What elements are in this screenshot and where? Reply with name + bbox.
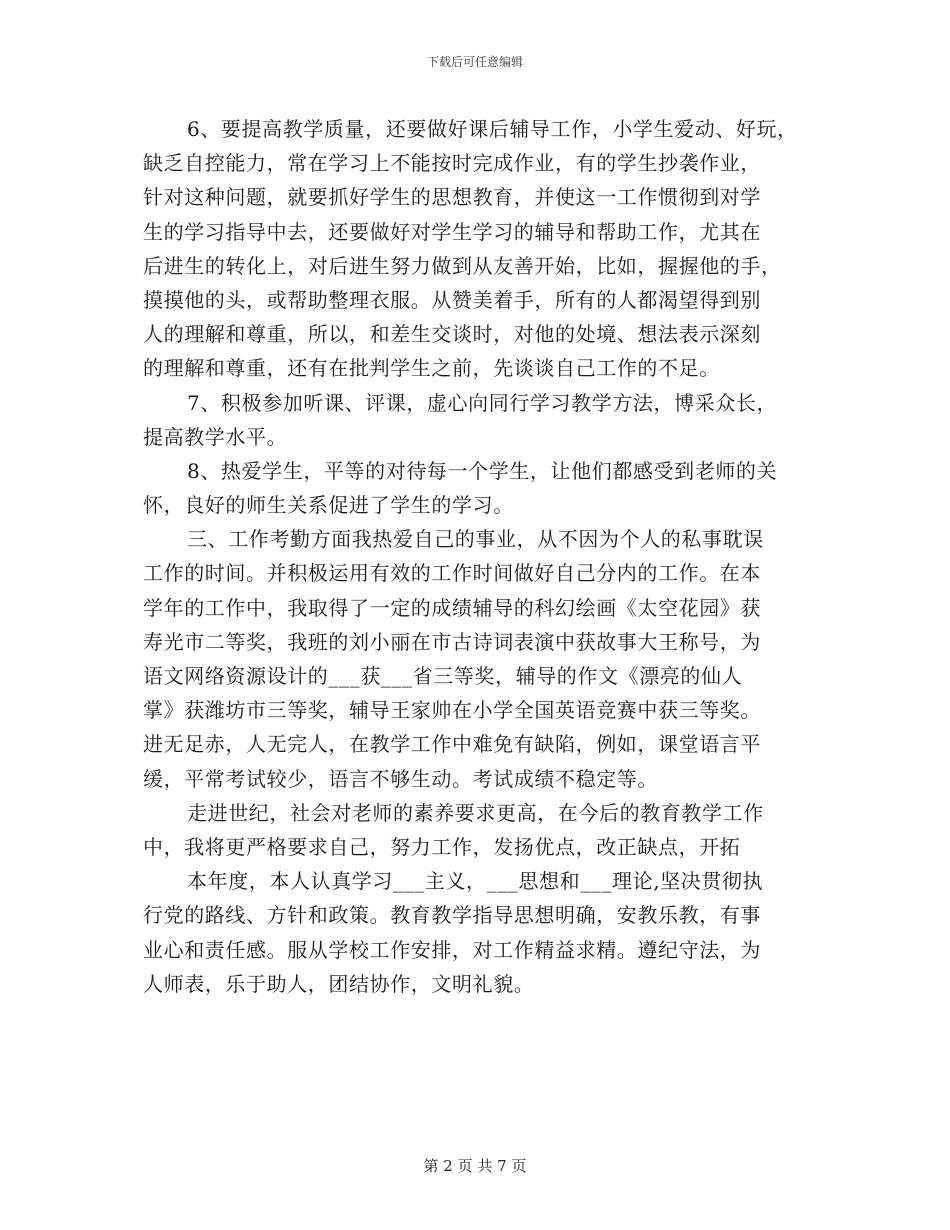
text-line: 行党的路线、方针和政策。教育教学指导思想明确，安教乐教，有事 (143, 903, 761, 928)
text-line: 针对这种问题，就要抓好学生的思想教育，并使这一工作惯彻到对学 (143, 185, 761, 210)
text-line: 工作的时间。并积极运用有效的工作时间做好自己分内的工作。在本 (143, 561, 761, 586)
text-line: 掌》获潍坊市三等奖，辅导王家帅在小学全国英语竞赛中获三等奖。 (143, 698, 761, 723)
text-line: 的理解和尊重，还有在批判学生之前，先谈谈自己工作的不足。 (143, 356, 720, 381)
text-line: 本年度，本人认真学习___主义，___思想和___理论,坚决贯彻执 (187, 869, 764, 894)
text-line: 学年的工作中，我取得了一定的成绩辅导的科幻绘画《太空花园》获 (143, 595, 761, 620)
text-line: 缺乏自控能力，常在学习上不能按时完成作业，有的学生抄袭作业， (143, 151, 761, 176)
text-line: 6、要提高教学质量，还要做好课后辅导工作，小学生爱动、好玩， (187, 117, 798, 141)
text-line: 生的学习指导中去，还要做好对学生学习的辅导和帮助工作，尤其在 (143, 219, 761, 244)
text-line: 业心和责任感。服从学校工作安排，对工作精益求精。遵纪守法，为 (143, 937, 761, 962)
text-line: 人师表，乐于助人，团结协作，文明礼貌。 (143, 971, 535, 996)
text-line: 缓，平常考试较少，语言不够生动。考试成绩不稳定等。 (143, 766, 658, 791)
text-line: 人的理解和尊重，所以，和差生交谈时，对他的处境、想法表示深刻 (143, 322, 761, 347)
text-line: 进无足赤，人无完人，在教学工作中难免有缺陷，例如，课堂语言平 (143, 732, 761, 757)
page-header-note: 下载后可任意编辑 (426, 55, 523, 69)
text-line: 中，我将更严格要求自己，努力工作，发扬优点，改正缺点，开拓 (143, 834, 741, 859)
text-line: 语文网络资源设计的___获___省三等奖，辅导的作文《漂亮的仙人 (143, 664, 743, 688)
text-line: 三、工作考勤方面我热爱自己的事业，从不因为个人的私事耽误 (187, 527, 764, 552)
page-number: 第 2 页 共 7 页 (423, 1157, 527, 1175)
text-line: 寿光市二等奖，我班的刘小丽在市古诗词表演中获故事大王称号，为 (143, 629, 761, 654)
document-body (143, 112, 833, 1001)
text-line: 后进生的转化上，对后进生努力做到从友善开始，比如，握握他的手， (143, 253, 782, 278)
text-line: 摸摸他的头，或帮助整理衣服。从赞美着手，所有的人都渴望得到别 (143, 287, 761, 312)
text-line: 7、积极参加听课、评课，虚心向同行学习教学方法，博采众长， (187, 390, 778, 415)
text-line: 8、热爱学生，平等的对待每一个学生，让他们都感受到老师的关 (187, 458, 778, 483)
text-line: 提高教学水平。 (143, 424, 288, 449)
text-line: 怀，良好的师生关系促进了学生的学习。 (143, 493, 514, 518)
text-line: 走进世纪，社会对老师的素养要求更高，在今后的教育教学工作 (187, 800, 764, 825)
